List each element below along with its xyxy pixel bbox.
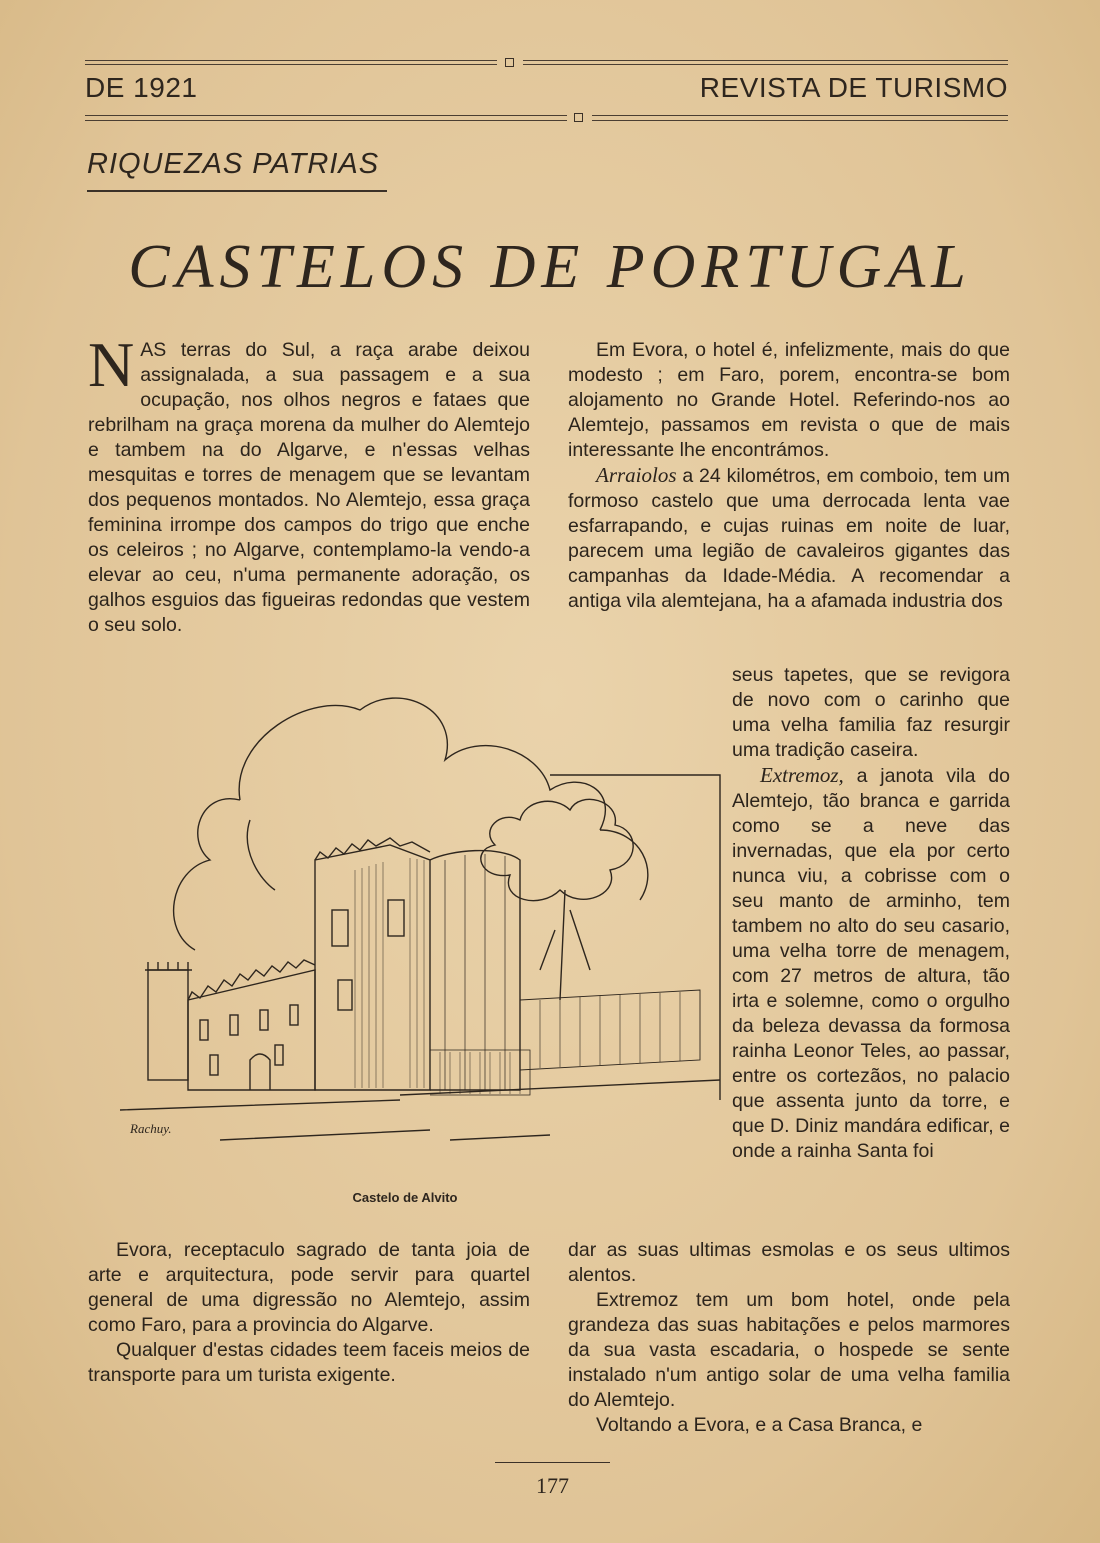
paragraph-extremoz (732, 763, 1010, 1164)
left-column-bottom (88, 1238, 530, 1388)
header-ornament-top (505, 58, 514, 67)
castle-illustration (100, 670, 725, 1190)
paragraph-arraiolos-cont: seus tapetes, que se revigora de novo com o carinho que uma velha familia faz resurgir uma tradição caseira. (732, 664, 1010, 761)
header-rule-bottom-left (85, 115, 567, 116)
left-column-top (88, 329, 530, 638)
paragraph-extremoz-cont: dar as suas ultimas esmolas e os seus ultimos alentos. (568, 1239, 1010, 1286)
paragraph-hotels: Em Evora, o hotel é, infelizmente, mais do que modesto ; em Faro, porem, encontra-se bom alojamento no Grande Hotel. Referindo-nos ao Alemtejo, passamos em revista o que de mais interessante lhe encontrámos. (568, 339, 1010, 461)
header-date: DE 1921 (85, 72, 198, 103)
paragraph-returning: Voltando a Evora, e a Casa Branca, e (596, 1414, 923, 1436)
header-ornament-bottom (574, 113, 583, 122)
header-publication: REVISTA DE TURISMO (699, 72, 1008, 103)
drop-cap: N (88, 329, 135, 400)
header-rule-top-right (523, 60, 1008, 61)
extremoz-text: a janota vila do Alemtejo, tão branca e garrida como se a neve das invernadas, que ela por certo nunca viu, a cobrisse com o seu manto de arminho, tem tambem no alto do seu casario, uma velha torre de menagem, com 27 metros de altura, tão irta e solemne, como o orgulho da beleza devassa da formosa rainha Leonor Teles, ao passar, entre os cortezãos, no palacio que assenta junto da torre, e que D. Diniz mandára edificar, e onde a rainha Santa foi (732, 765, 1010, 1162)
article-title: CASTELOS DE PORTUGAL (128, 233, 972, 301)
paragraph-extremoz-hotel: Extremoz tem um bom hotel, onde pela grandeza das suas habitações e pelos marmores da sua vasta escadaria, o hospede se sente instalado n'um antigo solar de uma velha familia do Alemtejo. (568, 1289, 1010, 1411)
section-title: RIQUEZAS PATRIAS (87, 148, 380, 180)
right-column-bottom (568, 1238, 1010, 1438)
section-underline (87, 190, 387, 192)
header-rule-bottom-right (592, 115, 1008, 116)
intro-text: terras do Sul, a raça arabe deixou assignalada, a sua passagem e a sua ocupação, nos olhos negros e fataes que rebrilham na graça morena da mulher do Alemtejo e tambem na do Algarve, e n'essas velhas mesquitas e torres de menagem que se levantam dos pequenos montados. No Alemtejo, essa graça feminina irrompe dos campos do trigo que enche os celeiros ; no Algarve, contemplamo-la vendo-a elevar ao ceu, n'uma permanente adoração, os galhos esguios das figueiras redondas que vestem o seu solo. (88, 339, 530, 636)
page-number: 177 (536, 1473, 569, 1498)
right-column-narrow (732, 663, 1010, 1164)
place-extremoz: Extremoz, (760, 763, 844, 787)
arraiolos-text: a 24 kilométros, em comboio, tem um formoso castelo que uma derrocada lenta vae esfarrapando, e cujas ruinas em noite de luar, parecem uma legião de cavaleiros gigantes das campanhas da Idade-Média. A recomendar a antiga vila alemtejana, ha a afamada industria dos (568, 465, 1010, 612)
illustration-signature: Rachuy. (130, 1121, 172, 1136)
paragraph-evora: Evora, receptaculo sagrado de tanta joia de arte e arquitectura, pode servir para quartel general de uma digressão no Alemtejo, assim como Faro, para a provincia do Algarve. (88, 1239, 530, 1336)
header-rule-bottom-left-2 (85, 120, 567, 121)
right-column-top (568, 338, 1010, 614)
header-rule-bottom-right-2 (592, 120, 1008, 121)
paragraph-transport: Qualquer d'estas cidades teem faceis meios de transporte para um turista exigente. (88, 1339, 530, 1386)
paragraph-intro (88, 329, 530, 638)
header-rule-top-left-2 (85, 64, 497, 65)
place-arraiolos: Arraiolos (596, 463, 677, 487)
paragraph-arraiolos (568, 463, 1010, 614)
intro-smallcaps: AS (140, 339, 167, 361)
illustration-caption: Castelo de Alvito (352, 1190, 458, 1205)
footer-rule (495, 1462, 610, 1463)
header-rule-top-left (85, 60, 497, 61)
header-rule-top-right-2 (523, 64, 1008, 65)
